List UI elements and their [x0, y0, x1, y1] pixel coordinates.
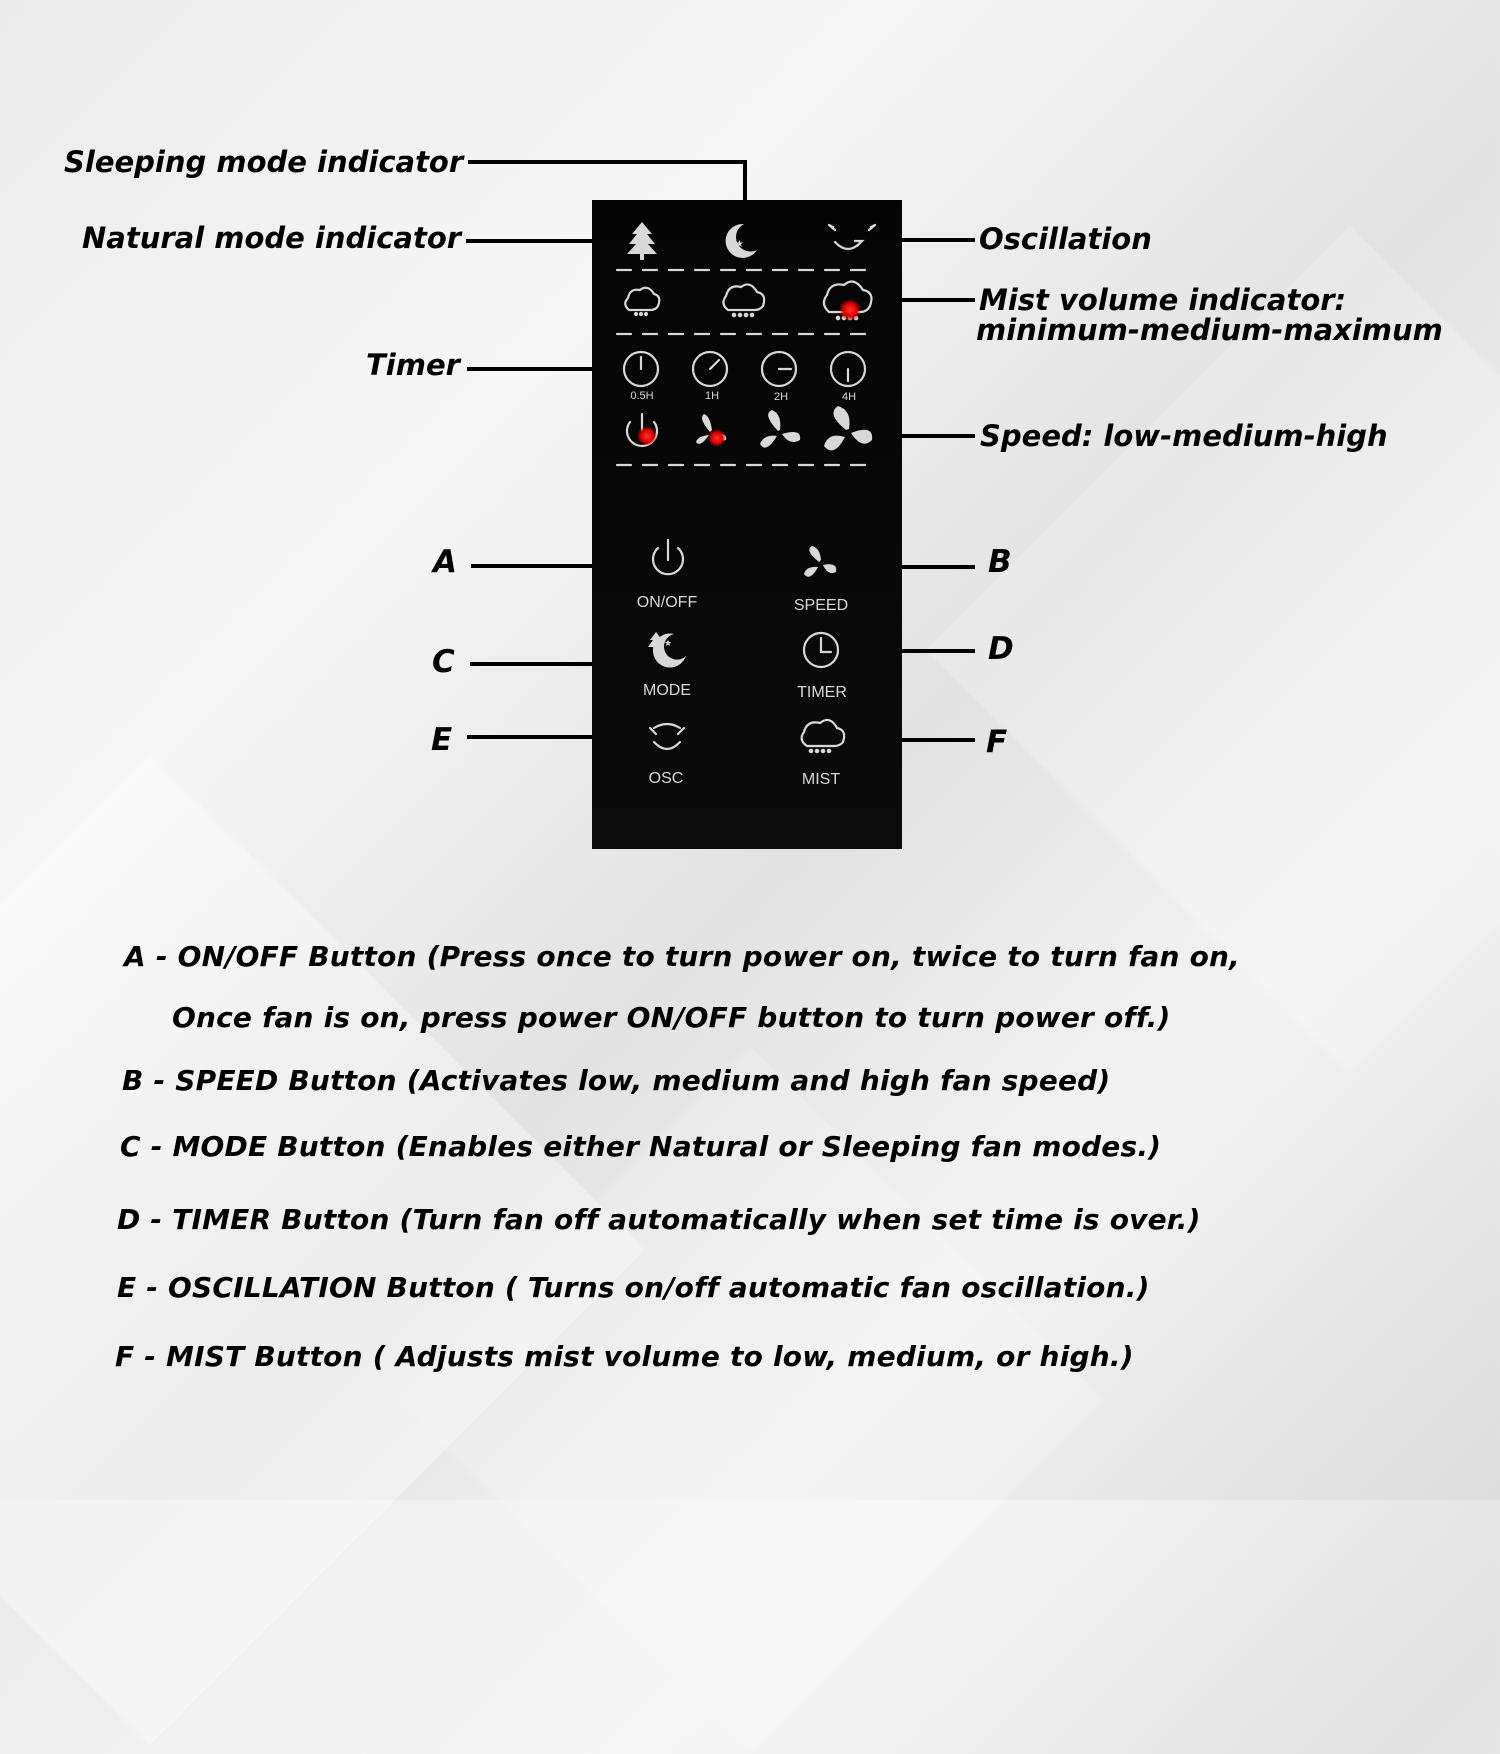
timer-4h-icon: [831, 352, 865, 386]
mode-button-icon: [648, 632, 686, 668]
timer-button-label[interactable]: TIMER: [797, 684, 847, 701]
svg-text:★: ★: [735, 239, 744, 250]
legend-a-line1: A - ON/OFF Button (Press once to turn power on, twice to turn fan on,: [124, 940, 1241, 973]
speed-low-led: [708, 429, 726, 447]
timer-label-0-5h: 0.5H: [630, 390, 654, 402]
mode-button-label[interactable]: MODE: [643, 682, 691, 699]
osc-button-label[interactable]: OSC: [648, 770, 684, 787]
timer-0-5h-icon: [624, 352, 658, 386]
legend-d: D - TIMER Button (Turn fan off automatically when set time is over.): [117, 1203, 1201, 1236]
letter-f: F: [986, 724, 1008, 760]
oscillation-icon: [829, 225, 875, 249]
timer-2h-icon: [762, 352, 796, 386]
control-panel: [592, 200, 902, 849]
letter-a: A: [433, 544, 457, 580]
legend-a-line2: Once fan is on, press power ON/OFF button to turn power off.): [172, 1001, 1171, 1034]
letter-e: E: [431, 722, 453, 758]
onoff-button-icon: [653, 540, 683, 574]
svg-text:★: ★: [664, 639, 673, 649]
legend-f: F - MIST Button ( Adjusts mist volume to low, medium, or high.): [115, 1340, 1134, 1373]
letter-b: B: [988, 544, 1012, 580]
timer-button-icon: [804, 633, 838, 667]
timer-label-4h: 4H: [841, 391, 857, 403]
mist-min-icon: [625, 288, 659, 315]
natural-mode-callout: Natural mode indicator: [82, 221, 462, 255]
speed-medium-icon: [760, 410, 800, 448]
mist-volume-range-callout: minimum-medium-maximum: [976, 313, 1443, 347]
speed-button-label[interactable]: SPEED: [793, 597, 849, 614]
timer-label-2h: 2H: [773, 391, 789, 403]
mist-medium-icon: [723, 284, 764, 316]
speed-callout: Speed: low-medium-high: [980, 419, 1388, 453]
legend-b: B - SPEED Button (Activates low, medium and high fan speed): [122, 1064, 1111, 1097]
speed-high-icon: [824, 406, 872, 450]
timer-callout: Timer: [366, 348, 460, 382]
moon-icon: [726, 224, 757, 258]
mist-button-icon: [802, 720, 845, 752]
mist-volume-callout: Mist volume indicator:: [979, 283, 1347, 317]
mist-max-led: [839, 299, 861, 321]
oscillation-callout: Oscillation: [979, 222, 1152, 256]
power-led: [637, 426, 657, 446]
sleeping-mode-callout: Sleeping mode indicator: [64, 145, 464, 179]
tree-icon: [627, 222, 657, 260]
mist-button-label[interactable]: MIST: [801, 771, 841, 788]
legend-e: E - OSCILLATION Button ( Turns on/off automatic fan oscillation.): [117, 1271, 1150, 1304]
legend-c: C - MODE Button (Enables either Natural or Sleeping fan modes.): [120, 1130, 1162, 1163]
timer-1h-icon: [693, 352, 727, 386]
speed-button-icon: [804, 546, 836, 577]
panel-graphics: [592, 200, 902, 849]
onoff-button-label[interactable]: ON/OFF: [636, 594, 698, 611]
timer-label-1h: 1H: [704, 390, 720, 402]
osc-button-icon: [650, 724, 684, 749]
letter-c: C: [432, 644, 455, 680]
letter-d: D: [988, 631, 1014, 667]
